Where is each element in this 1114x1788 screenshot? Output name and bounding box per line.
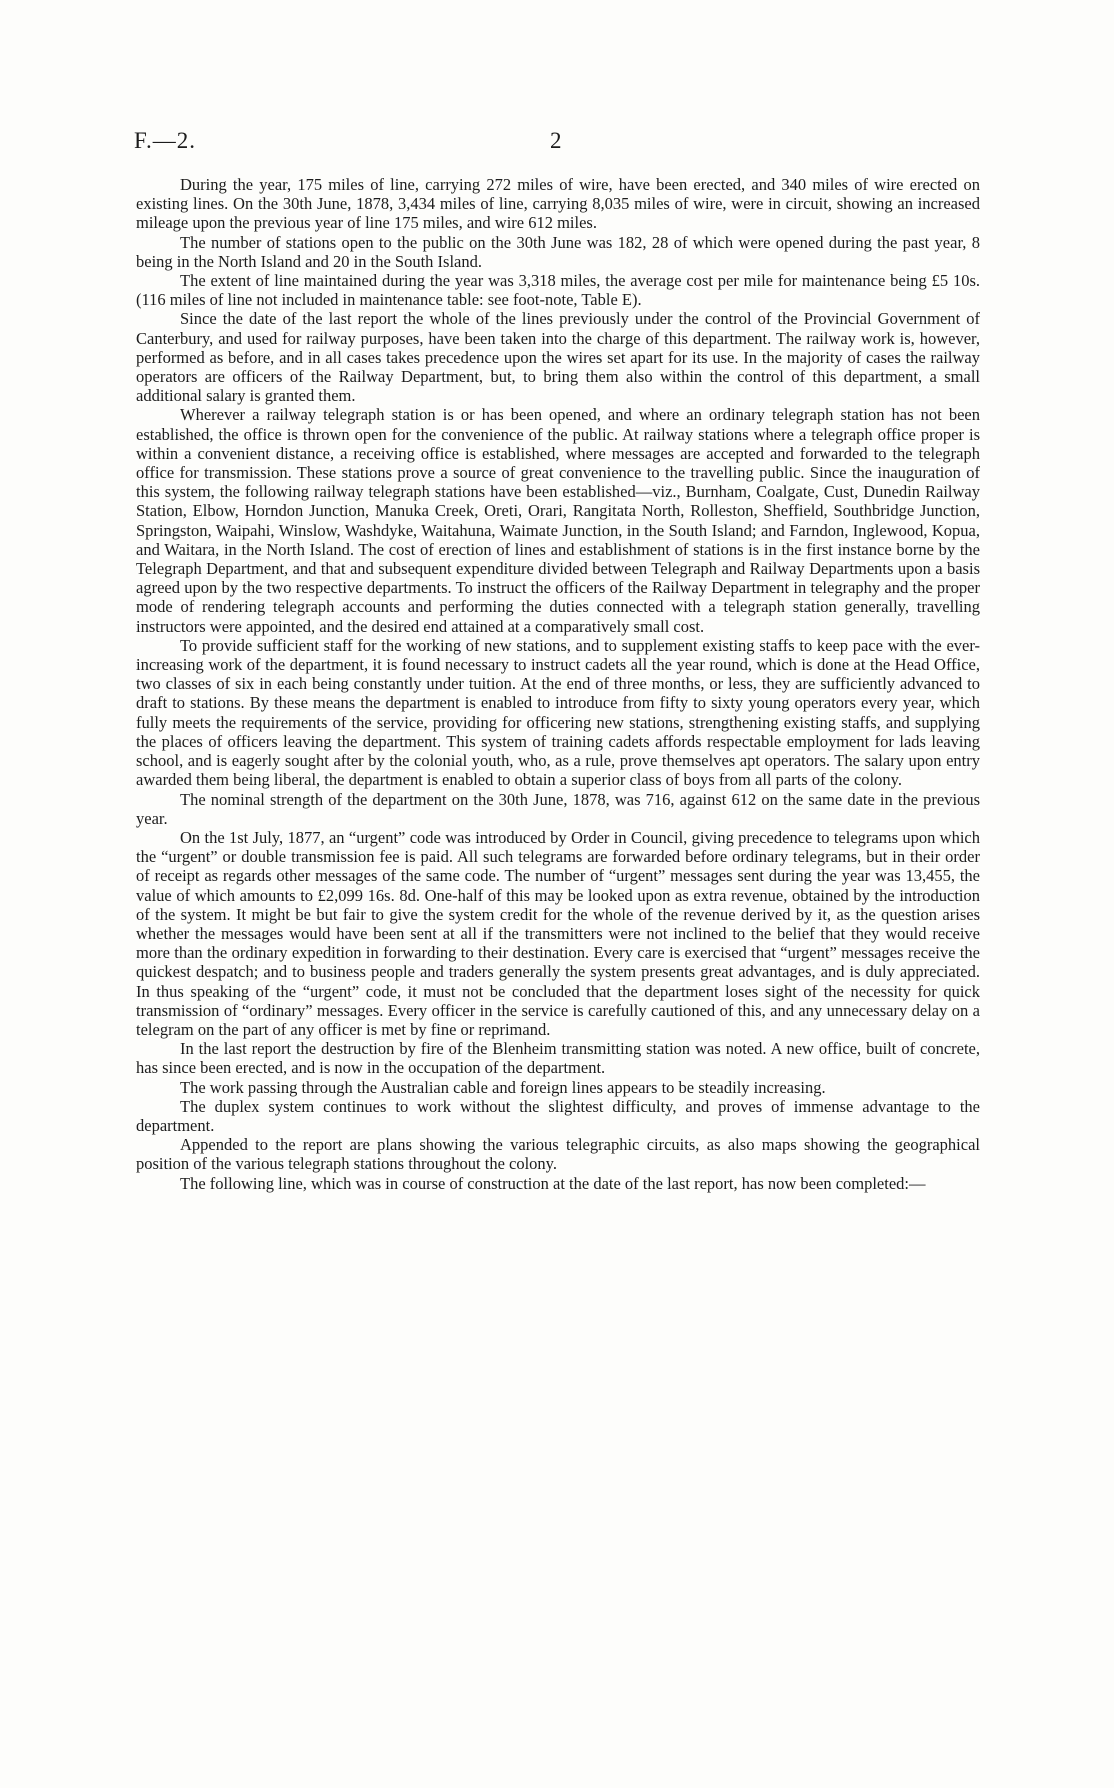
paragraph-nominal-strength: The nominal strength of the department on the 30th June, 1878, was 716, against 612 on the same date in the previous year. xyxy=(136,789,980,828)
paragraph-stations-open: The number of stations open to the public on the 30th June was 182, 28 of which were opened during the past year, 8 being in the North Island and 20 in the South Island. xyxy=(136,232,980,271)
paragraph-blenheim-station: In the last report the destruction by fire of the Blenheim transmitting station was noted. A new office, built of concrete, has since been erected, and is now in the occupation of the department. xyxy=(136,1039,980,1078)
paragraph-urgent-code: On the 1st July, 1877, an “urgent” code was introduced by Order in Council, giving precedence to telegrams upon which the “urgent” or double transmission fee is paid. All such telegrams are forwarded before ordinary telegrams, but in their order of receipt as regards other messages of the same code. The number of “urgent” messages sent during the year was 13,455, the value of which amounts to £2,099 16s. 8d. One-half of this may be looked upon as extra revenue, obtained by the introduction of the system. It might be but fair to give the system credit for the whole of the revenue derived by it, as the question arises whether the messages would have been sent at all if the transmitters were not inclined to the belief that they would receive more than the ordinary expedition in forwarding to their destination. Every care is exercised that “urgent” messages receive the quickest despatch; and to business people and traders generally the system presents great advantages, and is duly appreciated. In thus speaking of the “urgent” code, it must not be concluded that the department loses sight of the necessity for quick transmission of “ordinary” messages. Every officer in the service is carefully cautioned of this, and any unnecessary delay on a telegram on the part of any officer is met by fine or reprimand. xyxy=(136,827,980,1039)
paragraph-completed-line: The following line, which was in course of construction at the date of the last report, has now been completed:— xyxy=(180,1173,926,1193)
paragraph-canterbury-lines: Since the date of the last report the whole of the lines previously under the control of the Provincial Government of Canterbury, and used for railway purposes, have been taken into the charge of this department. The railway work is, however, performed as before, and in all cases takes precedence upon the wires set apart for its use. In the majority of cases the railway operators are officers of the Railway Department, but, to bring them also within the control of this department, a small additional salary is granted them. xyxy=(136,309,980,406)
page-header xyxy=(134,128,980,158)
report-body xyxy=(136,175,980,1193)
document-reference: F.—2. xyxy=(134,128,196,153)
paragraph-maintenance: The extent of line maintained during the year was 3,318 miles, the average cost per mile for maintenance being £5 10s. (116 miles of line not included in maintenance table: see foot-note, Table E). xyxy=(136,271,980,310)
paragraph-duplex-system: The duplex system continues to work without the slightest difficulty, and proves of immense advantage to the department. xyxy=(136,1096,980,1135)
paragraph-railway-stations: Wherever a railway telegraph station is or has been opened, and where an ordinary telegraph station has not been established, the office is thrown open for the convenience of the public. At railway stations where a telegraph office proper is within a convenient distance, a receiving office is established, where messages are accepted and forwarded to the telegraph office for transmission. These stations prove a source of great convenience to the travelling public. Since the inauguration of this system, the following railway telegraph stations have been established—viz., Burnham, Coalgate, Cust, Dunedin Railway Station, Elbow, Horndon Junction, Manuka Creek, Oreti, Orari, Rangitata North, Rolleston, Sheffield, Southbridge Junction, Springston, Waipahi, Winslow, Washdyke, Waitahuna, Waimate Junction, in the South Island; and Farndon, Inglewood, Kopua, and Waitara, in the North Island. The cost of erection of lines and establishment of stations is in the first instance borne by the Telegraph Department, and that and subsequent expenditure divided between Telegraph and Railway Departments upon a basis agreed upon by the two respective departments. To instruct the officers of the Railway Department in telegraphy and the proper mode of rendering telegraph accounts and performing the duties connected with a telegraph station generally, travelling instructors were appointed, and the desired end attained at a comparatively small cost. xyxy=(136,405,980,636)
paragraph-cadets: To provide sufficient staff for the working of new stations, and to supplement existing staffs to keep pace with the ever-increasing work of the department, it is found necessary to instruct cadets all the year round, which is done at the Head Office, two classes of six in each being constantly under tuition. At the end of three months, or less, they are sufficiently advanced to draft to stations. By these means the department is enabled to introduce from fifty to sixty young operators every year, which fully meets the requirements of the service, providing for officering new stations, strengthening existing staffs, and supplying the places of officers leaving the department. This system of training cadets affords respectable employment for lads leaving school, and is eagerly sought after by the colonial youth, who, as a rule, prove themselves apt operators. The salary upon entry awarded them being liberal, the department is enabled to obtain a superior class of boys from all parts of the colony. xyxy=(136,635,980,790)
paragraph-appended-plans: Appended to the report are plans showing the various telegraphic circuits, as also maps showing the geographical position of the various telegraph stations throughout the colony. xyxy=(136,1135,980,1174)
page-number: 2 xyxy=(550,128,562,153)
paragraph-line-mileage: During the year, 175 miles of line, carrying 272 miles of wire, have been erected, and 340 miles of wire erected on existing lines. On the 30th June, 1878, 3,434 miles of line, carrying 8,035 miles of wire, were in circuit, showing an increased mileage upon the previous year of line 175 miles, and wire 612 miles. xyxy=(136,175,980,233)
paragraph-australian-cable: The work passing through the Australian cable and foreign lines appears to be steadily increasing. xyxy=(180,1077,826,1097)
